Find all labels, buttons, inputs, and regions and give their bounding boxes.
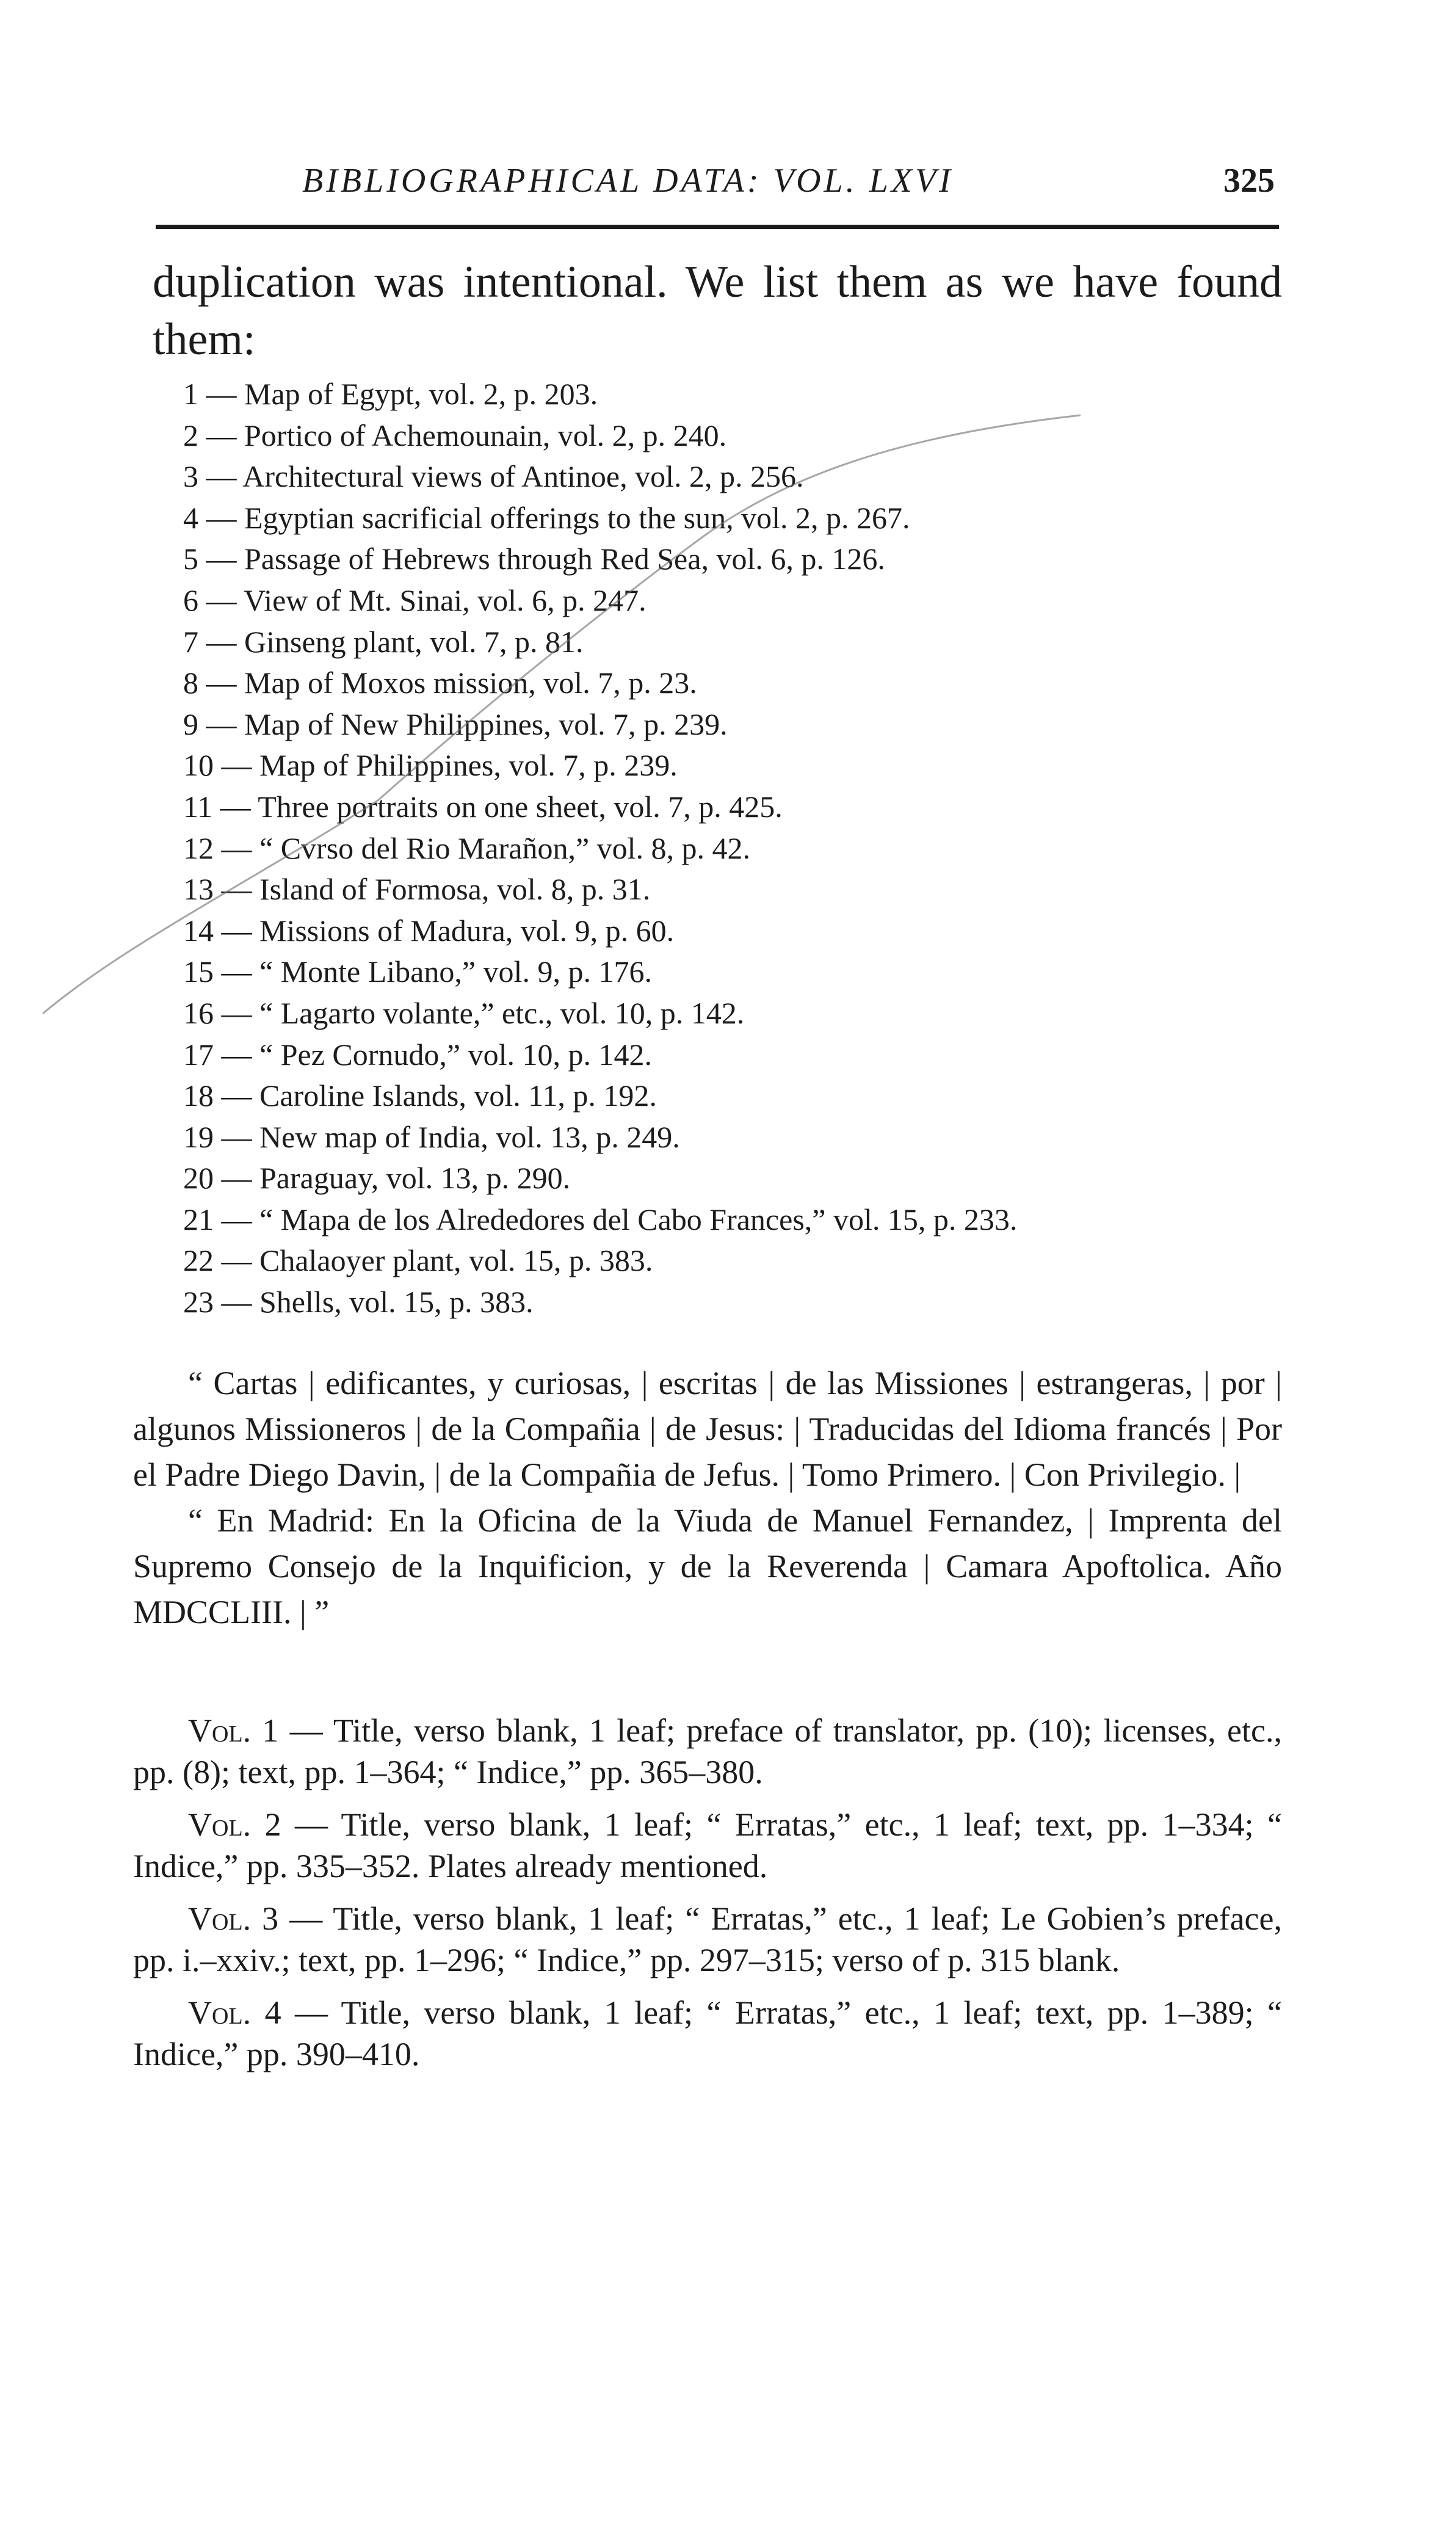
plate-item: 21 — “ Mapa de los Alrededores del Cabo Frances,” vol. 15, p. 233. bbox=[183, 1202, 1018, 1237]
volume-entry bbox=[133, 1710, 1282, 1793]
intro-paragraph: duplication was intentional. We list them as we have found them: bbox=[153, 257, 1282, 365]
plate-item: 20 — Paraguay, vol. 13, p. 290. bbox=[183, 1161, 571, 1196]
plate-item: 14 — Missions of Madura, vol. 9, p. 60. bbox=[183, 913, 675, 948]
plate-item: 13 — Island of Formosa, vol. 8, p. 31. bbox=[183, 872, 651, 907]
page-number: 325 bbox=[1223, 162, 1275, 200]
plate-item: 8 — Map of Moxos mission, vol. 7, p. 23. bbox=[183, 666, 697, 700]
plate-item: 1 — Map of Egypt, vol. 2, p. 203. bbox=[183, 377, 598, 411]
plate-item: 5 — Passage of Hebrews through Red Sea, vol. 6, p. 126. bbox=[183, 542, 885, 576]
header-rule bbox=[156, 225, 1279, 229]
volume-description: — Title, verso blank, 1 leaf; “ Erratas,” etc., 1 leaf; Le Gobien’s preface, pp. i.–xxiv.; text, pp. 1–296; “ Indice,” pp. 297–315; verso of p. 315 blank. bbox=[133, 1900, 1282, 1978]
book-title-transcription bbox=[133, 1360, 1282, 1635]
plate-item: 9 — Map of New Philippines, vol. 7, p. 239. bbox=[183, 706, 728, 741]
plate-item: 11 — Three portraits on one sheet, vol. 7, p. 425. bbox=[183, 789, 783, 824]
volume-entry bbox=[133, 1898, 1282, 1981]
imprint-paragraph: “ En Madrid: En la Oficina de la Viuda de Manuel Fernandez, | Imprenta del Supremo Consejo de la Inquificion, y de la Reverenda | Camara Apoftolica. Año MDCCLIII. | ” bbox=[133, 1502, 1282, 1630]
volume-description: — Title, verso blank, 1 leaf; preface of translator, pp. (10); licenses, etc., pp. (8); text, pp. 1–364; “ Indice,” pp. 365–380. bbox=[133, 1712, 1282, 1790]
plate-item: 6 — View of Mt. Sinai, vol. 6, p. 247. bbox=[183, 583, 647, 617]
volume-label: Vol. 1 bbox=[188, 1712, 279, 1749]
volumes-collation bbox=[133, 1710, 1282, 2086]
plate-item: 4 — Egyptian sacrificial offerings to the sun, vol. 2, p. 267. bbox=[183, 500, 910, 535]
volume-description: — Title, verso blank, 1 leaf; “ Erratas,” etc., 1 leaf; text, pp. 1–334; “ Indice,” pp. 335–352. Plates already mentioned. bbox=[133, 1806, 1282, 1884]
volume-label: Vol. 4 bbox=[188, 1994, 281, 2031]
volume-description: — Title, verso blank, 1 leaf; “ Erratas,” etc., 1 leaf; text, pp. 1–389; “ Indice,” pp. 390–410. bbox=[133, 1994, 1282, 2072]
plate-item: 12 — “ Cvrso del Rio Marañon,” vol. 8, p. 42. bbox=[183, 830, 751, 865]
plate-item: 7 — Ginseng plant, vol. 7, p. 81. bbox=[183, 624, 584, 659]
volume-label: Vol. 2 bbox=[188, 1806, 281, 1843]
plate-item: 17 — “ Pez Cornudo,” vol. 10, p. 142. bbox=[183, 1037, 652, 1072]
plate-item: 3 — Architectural views of Antinoe, vol. 2, p. 256. bbox=[183, 459, 804, 494]
plates-list bbox=[183, 374, 1282, 1323]
page-header bbox=[153, 158, 1275, 206]
volume-entry bbox=[133, 1992, 1282, 2075]
plate-item: 10 — Map of Philippines, vol. 7, p. 239. bbox=[183, 748, 678, 783]
plate-item: 15 — “ Monte Libano,” vol. 9, p. 176. bbox=[183, 954, 652, 989]
plate-item: 22 — Chalaoyer plant, vol. 15, p. 383. bbox=[183, 1243, 653, 1278]
volume-entry bbox=[133, 1804, 1282, 1887]
plate-item: 16 — “ Lagarto volante,” etc., vol. 10, p. 142. bbox=[183, 995, 745, 1030]
volume-label: Vol. 3 bbox=[188, 1900, 279, 1937]
plate-item: 18 — Caroline Islands, vol. 11, p. 192. bbox=[183, 1078, 657, 1113]
plate-item: 2 — Portico of Achemounain, vol. 2, p. 240. bbox=[183, 418, 727, 452]
plate-item: 23 — Shells, vol. 15, p. 383. bbox=[183, 1285, 534, 1320]
title-paragraph: “ Cartas | edificantes, y curiosas, | escritas | de las Missiones | estrangeras, | por | algunos Missioneros | de la Compañia | de Jesus: | Traducidas del Idioma francés | Por el Padre Diego Davin, | de la Compañia de Jefus. | Tomo Primero. | Con Privilegio. | bbox=[133, 1365, 1282, 1493]
plate-item: 19 — New map of India, vol. 13, p. 249. bbox=[183, 1119, 680, 1154]
running-title: BIBLIOGRAPHICAL DATA: VOL. LXVI bbox=[302, 162, 954, 200]
